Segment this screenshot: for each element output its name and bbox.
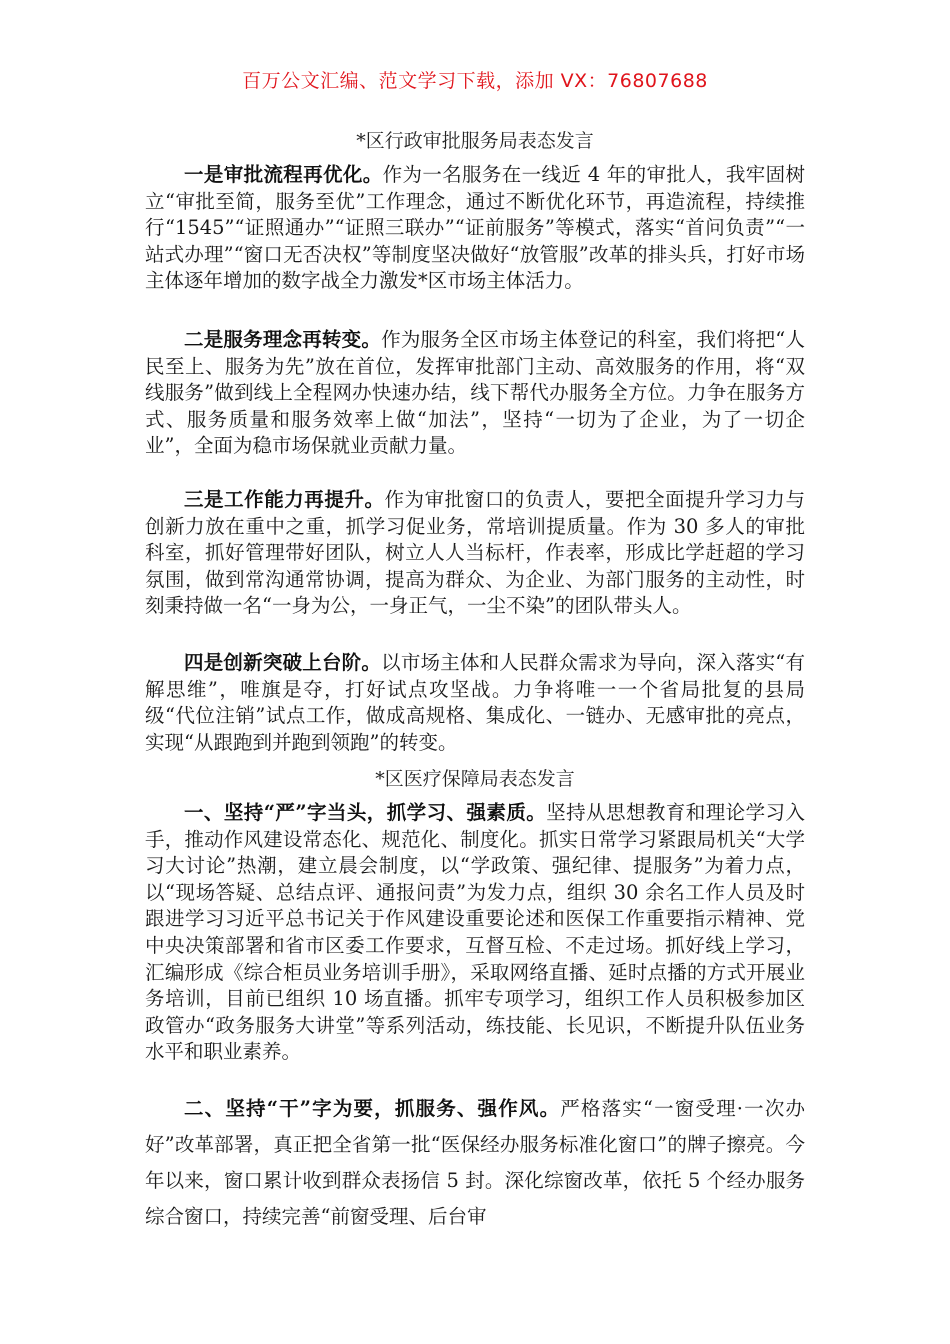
paragraph-lead: 二、坚持“干”字为要，抓服务、强作风。 [184, 1097, 561, 1120]
paragraph [145, 1091, 805, 1235]
section-title-medical-security-bureau: *区医疗保障局表态发言 [375, 768, 575, 790]
header-banner: 百万公文汇编、范文学习下载，添加 VX：76807688 [242, 70, 708, 92]
paragraph-body: 作为服务全区市场主体登记的科室，我们将把“人民至上、服务为先”放在首位，发挥审批部门主动、高效服务的作用，将“双线服务”做到线上全程网办快速办结，线下帮代办服务全方位。力争在服务方式、服务质量和服务效率上做“加法”，坚持“一切为了企业，为了一切企业”，全面为稳市场保就业贡献力量。 [145, 328, 805, 458]
paragraph [145, 327, 805, 460]
paragraph-lead: 一是审批流程再优化。 [184, 163, 383, 186]
paragraph [145, 487, 805, 620]
paragraph-lead: 三是工作能力再提升。 [184, 488, 385, 511]
paragraph-body: 作为一名服务在一线近 4 年的审批人，我牢固树立“审批至简，服务至优”工作理念，通过不断优化环节，再造流程，持续推行“1545”“证照通办”“证照三联办”“证前服务”等模式，落实“首问负责”“一站式办理”“窗口无否决权”等制度坚决做好“放管服”改革的排头兵，打好市场主体逐年增加的数字战全力激发*区市场主体活力。 [145, 163, 805, 293]
paragraph-lead: 一、坚持“严”字当头，抓学习、强素质。 [184, 801, 547, 824]
paragraph [145, 800, 805, 1066]
paragraph-body: 以市场主体和人民群众需求为导向，深入落实“有解思维”，唯旗是夺，打好试点攻坚战。力争将唯一一个省局批复的县局级“代位注销”试点工作，做成高规格、集成化、一链办、无感审批的亮点，实现“从跟跑到并跑到领跑”的转变。 [145, 651, 805, 754]
section-title-approval-bureau: *区行政审批服务局表态发言 [356, 130, 594, 152]
paragraph-body: 作为审批窗口的负责人，要把全面提升学习力与创新力放在重中之重，抓学习促业务，常培训提质量。作为 30 多人的审批科室，抓好管理带好团队，树立人人当标杆，作表率，形成比学赶超的学习氛围，做到常沟通常协调，提高为群众、为企业、为部门服务的主动性，时刻秉持做一名“一身为公，一身正气，一尘不染”的团队带头人。 [145, 488, 805, 618]
paragraph-body: 坚持从思想教育和理论学习入手，推动作风建设常态化、规范化、制度化。抓实日常学习紧跟局机关“大学习大讨论”热潮，建立晨会制度，以“学政策、强纪律、提服务”为着力点，以“现场答疑、总结点评、通报问责”为发力点，组织 30 余名工作人员及时跟进学习习近平总书记关于作风建设重要论述和医保工作重要指示精神、党中央决策部署和省市区委工作要求，互督互检、不走过场。抓好线上学习，汇编形成《综合柜员业务培训手册》，采取网络直播、延时点播的方式开展业务培训，目前已组织 10 场直播。抓牢专项学习，组织工作人员积极参加区政管办“政务服务大讲堂”等系列活动，练技能、长见识，不断提升队伍业务水平和职业素养。 [145, 801, 805, 1064]
paragraph-body: 严格落实“一窗受理·一次办好”改革部署，真正把全省第一批“医保经办服务标准化窗口”的牌子擦亮。今年以来，窗口累计收到群众表扬信 5 封。深化综窗改革，依托 5 个经办服务综合窗口，持续完善“前窗受理、后台审 [145, 1097, 806, 1228]
paragraph [145, 650, 805, 756]
paragraph-lead: 四是创新突破上台阶。 [184, 651, 382, 674]
paragraph-lead: 二是服务理念再转变。 [184, 328, 382, 351]
paragraph [145, 162, 805, 295]
